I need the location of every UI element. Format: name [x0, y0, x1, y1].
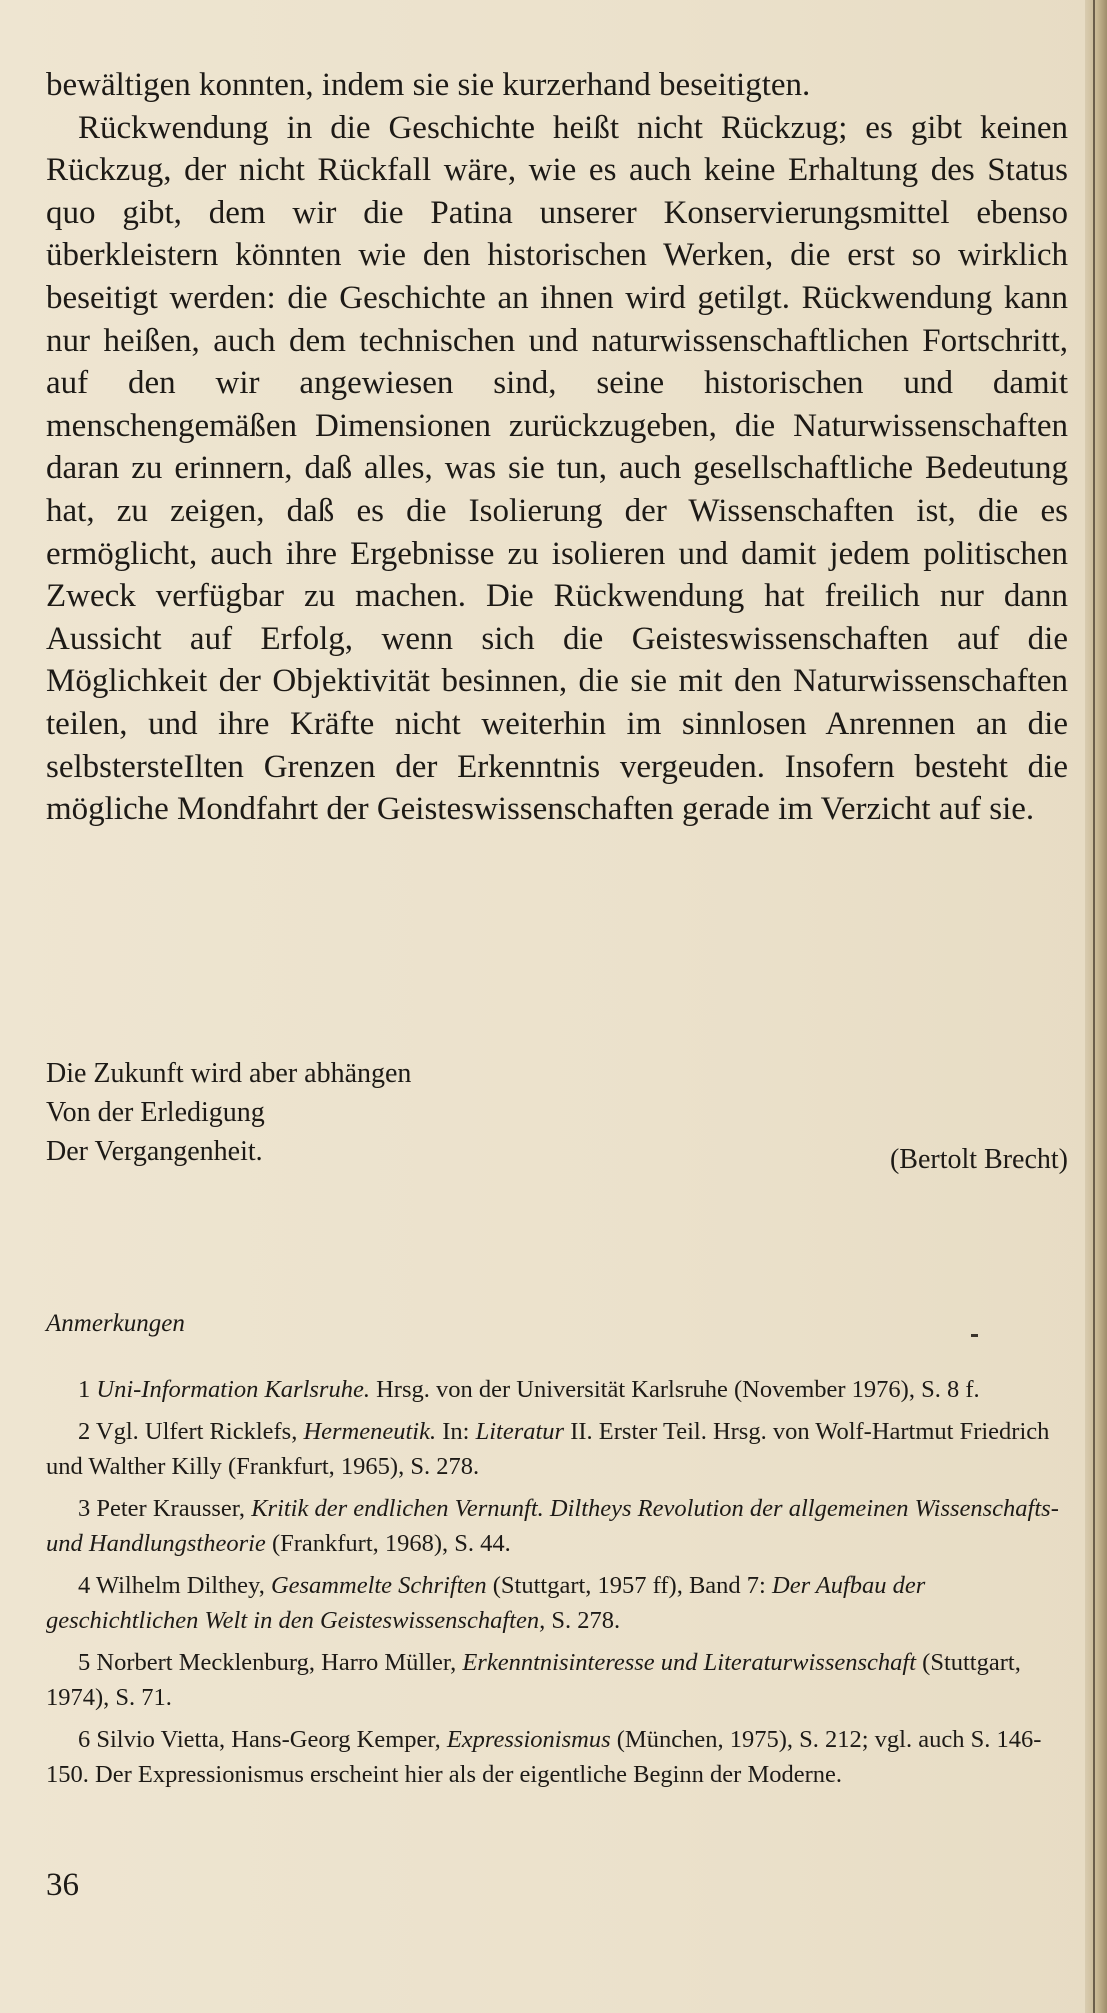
note-6	[46, 1722, 1068, 1793]
note-2	[46, 1414, 1068, 1485]
notes-heading: Anmerkungen	[46, 1310, 185, 1337]
page-edge	[1085, 0, 1107, 2013]
main-text	[46, 64, 1068, 831]
quote-line-1: Die Zukunft wird aber abhängen	[46, 1058, 412, 1089]
note-text: Vgl. Ulfert Ricklefs,	[90, 1417, 304, 1445]
note-text: (Frankfurt, 1968), S. 44.	[265, 1530, 511, 1557]
note-4	[46, 1568, 1068, 1639]
page-edge-line	[1093, 0, 1095, 2013]
note-number: 4	[78, 1571, 91, 1599]
note-text: (München, 1975), S. 212; vgl. auch S. 146-150. Der Expressionismus erscheint hier als der eigentliche Beginn der Moderne.	[46, 1725, 1042, 1788]
note-text: S. 278.	[545, 1607, 621, 1634]
note-text: II. Erster Teil. Hrsg. von Wolf-Hartmut Friedrich und Walther Killy (Frankfurt, 1965), S. 278.	[46, 1417, 1050, 1480]
note-title: Literatur	[475, 1417, 565, 1445]
note-number: 5	[78, 1648, 91, 1676]
note-number: 2	[78, 1417, 91, 1445]
note-text: (Stuttgart, 1974), S. 71.	[46, 1648, 1021, 1711]
note-title: Der Aufbau der geschichtlichen Welt in den Geisteswissenschaften,	[46, 1571, 926, 1634]
note-5	[46, 1645, 1068, 1716]
note-3	[46, 1491, 1068, 1562]
note-number: 1	[78, 1376, 91, 1403]
note-title: Hermeneutik.	[303, 1417, 437, 1445]
note-title: Kritik der endlichen Vernunft. Diltheys Revolution der allgemeinen Wissenschafts- und Handlungstheorie	[46, 1494, 1059, 1557]
note-title: Uni-Information Karlsruhe.	[96, 1376, 370, 1403]
quote-line-3: Der Vergangenheit.	[46, 1136, 263, 1167]
note-text: Wilhelm Dilthey,	[90, 1571, 271, 1599]
note-title: Expressionismus	[446, 1725, 611, 1753]
paragraph-rueckwendung: Rückwendung in die Geschichte heißt nicht Rückzug; es gibt keinen Rückzug, der nicht Rückfall wäre, wie es auch keine Erhaltung des Status quo gibt, dem wir die Patina unserer Konservierungsmittel ebenso überkleistern könnten wie den historischen Werken, die erst so wirklich beseitigt werden: die Geschichte an ihnen wird getilgt. Rückwendung kann nur heißen, auch dem technischen und naturwissenschaftlichen Fortschritt, auf den wir angewiesen sind, seine historischen und damit menschengemäßen Dimensionen zurückzugeben, die Naturwissenschaften daran zu erinnern, daß alles, was sie tun, auch gesellschaftliche Bedeutung hat, zu zeigen, daß es die Isolierung der Wissenschaften ist, die es ermöglicht, auch ihre Ergebnisse zu isolieren und damit jedem politischen Zweck verfügbar zu machen. Die Rückwendung hat freilich nur dann Aussicht auf Erfolg, wenn sich die Geisteswissenschaften auf die Möglichkeit der Objektivität besinnen, die sie mit den Naturwissenschaften teilen, und ihre Kräfte nicht weiterhin im sinnlosen Anrennen an die selbstersteIlten Grenzen der Erkenntnis vergeuden. Insofern besteht die mögliche Mondfahrt der Geisteswissenschaften gerade im Verzicht auf sie.	[46, 109, 1068, 828]
dash-mark	[971, 1334, 978, 1337]
note-text: Hrsg. von der Universität Karlsruhe (November 1976), S. 8 f.	[369, 1376, 980, 1403]
note-number: 6	[78, 1725, 91, 1753]
note-1	[46, 1372, 1068, 1408]
note-title: Gesammelte Schriften	[270, 1571, 487, 1599]
note-text: In:	[436, 1417, 476, 1445]
brecht-quote	[46, 1054, 1068, 1175]
notes-list	[46, 1372, 1068, 1799]
quote-line-2: Von der Erledigung	[46, 1097, 265, 1128]
note-text: Silvio Vietta, Hans-Georg Kemper,	[90, 1725, 447, 1753]
note-text: Peter Krausser,	[90, 1494, 252, 1522]
quote-author: (Bertolt Brecht)	[889, 1144, 1068, 1175]
note-number: 3	[78, 1494, 91, 1522]
page-number: 36	[46, 1867, 79, 1903]
note-title: Erkenntnisinteresse und Literaturwissenschaft	[462, 1648, 917, 1676]
note-text: Norbert Mecklenburg, Harro Müller,	[90, 1648, 463, 1676]
note-text: (Stuttgart, 1957 ff), Band 7:	[486, 1571, 772, 1599]
paragraph-continued: bewältigen konnten, indem sie sie kurzerhand beseitigten.	[46, 67, 811, 103]
